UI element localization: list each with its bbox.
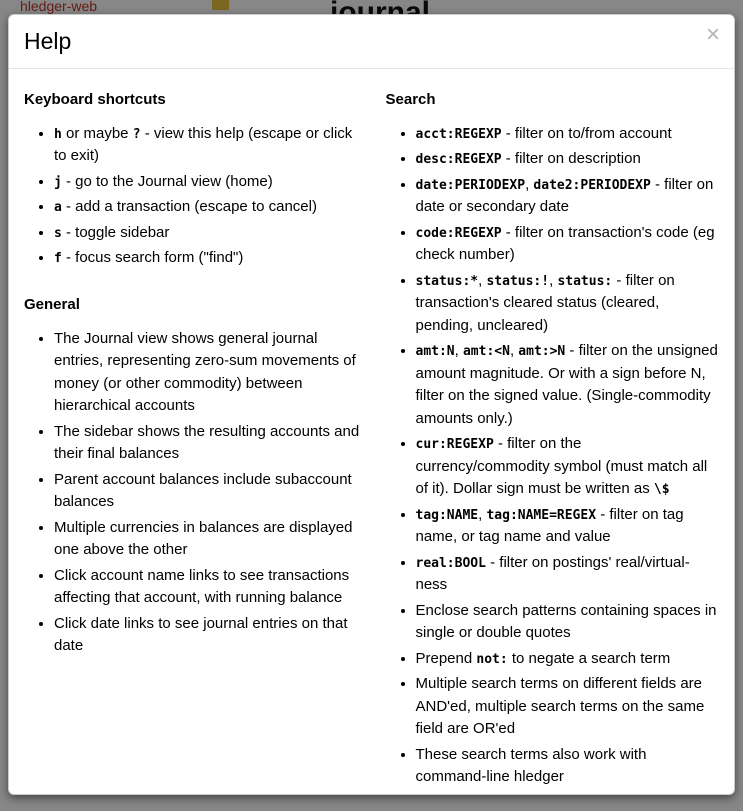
right-column	[372, 81, 720, 792]
left-column	[24, 81, 372, 792]
help-modal	[8, 14, 735, 795]
help-list-item: • These search terms also work with command-line hledger	[416, 744, 720, 789]
code-term: a	[54, 200, 62, 216]
code-term: amt:<N	[462, 344, 510, 360]
help-list-item: • s - toggle sidebar	[54, 222, 366, 245]
section-title-search: Search	[385, 90, 436, 108]
code-term: not:	[476, 651, 508, 667]
code-term: s	[54, 225, 62, 241]
help-list-item: • Multiple search terms on different fields are AND'ed, multiple search terms on the same field are OR'ed	[416, 673, 720, 741]
modal-body	[9, 69, 734, 795]
background-brand-link: hledger-web	[20, 0, 98, 14]
general-list	[24, 328, 366, 658]
search-list	[386, 123, 720, 789]
code-term: j	[54, 174, 62, 190]
help-list-item: • The sidebar shows the resulting accounts and their final balances	[54, 421, 366, 466]
code-term: status:!	[486, 273, 550, 289]
section-title-keyboard-shortcuts: Keyboard shortcuts	[24, 90, 166, 108]
close-icon[interactable]: ×	[705, 21, 720, 48]
code-term: amt:>N	[518, 344, 566, 360]
help-list-item: • date:PERIODEXP, date2:PERIODEXP - filter on date or secondary date	[416, 174, 720, 219]
code-term: h	[54, 126, 62, 142]
code-term: status:*	[415, 273, 479, 289]
code-term: tag:NAME	[415, 507, 479, 523]
help-list-item: • code:REGEXP - filter on transaction's code (eg check number)	[416, 222, 720, 267]
help-list-item: • f - focus search form ("find")	[54, 247, 366, 270]
code-term: f	[54, 251, 62, 267]
help-list-item: • The Journal view shows general journal entries, representing zero-sum movements of money (or other commodity) between hierarchical accounts	[54, 328, 366, 418]
help-list-item: • Parent account balances include subaccount balances	[54, 469, 366, 514]
help-list-item: • cur:REGEXP - filter on the currency/commodity symbol (must match all of it). Dollar sign must be written as \$	[416, 433, 720, 501]
code-term: acct:REGEXP	[415, 126, 502, 142]
modal-header	[9, 15, 734, 69]
help-list-item: • status:*, status:!, status: - filter on transaction's cleared status (cleared, pending, uncleared)	[416, 270, 720, 338]
help-list-item: • a - add a transaction (escape to cancel)	[54, 196, 366, 219]
code-term: status:	[557, 273, 613, 289]
modal-title: Help	[24, 28, 72, 54]
help-list-item: • h or maybe ? - view this help (escape or click to exit)	[54, 123, 366, 168]
help-list-item: • Enclose search patterns containing spaces in single or double quotes	[416, 600, 720, 645]
help-list-item: • Multiple currencies in balances are displayed one above the other	[54, 517, 366, 562]
code-term: desc:REGEXP	[415, 152, 502, 168]
code-term: date:PERIODEXP	[415, 177, 526, 193]
section-title-general: General	[24, 295, 80, 313]
help-list-item: • Prepend not: to negate a search term	[416, 648, 720, 671]
code-term: \$	[653, 482, 670, 498]
code-term: amt:N	[415, 344, 455, 360]
help-list-item: • acct:REGEXP - filter on to/from account	[416, 123, 720, 146]
help-list-item: • Click account name links to see transactions affecting that account, with running balance	[54, 565, 366, 610]
help-list-item: • j - go to the Journal view (home)	[54, 171, 366, 194]
help-list-item: • tag:NAME, tag:NAME=REGEX - filter on tag name, or tag name and value	[416, 504, 720, 549]
help-list-item: • desc:REGEXP - filter on description	[416, 148, 720, 171]
code-term: tag:NAME=REGEX	[486, 507, 597, 523]
code-term: cur:REGEXP	[415, 437, 494, 453]
code-term: real:BOOL	[415, 555, 486, 571]
code-term: date2:PERIODEXP	[533, 177, 651, 193]
help-list-item: • Click date links to see journal entries on that date	[54, 613, 366, 658]
code-term: ?	[132, 126, 141, 142]
help-list-item: • amt:N, amt:<N, amt:>N - filter on the unsigned amount magnitude. Or with a sign before N, filter on the signed value. (Single-commodity amounts only.)	[416, 340, 720, 430]
help-list-item: • real:BOOL - filter on postings' real/virtual-ness	[416, 552, 720, 597]
keyboard-shortcuts-list	[24, 123, 366, 270]
code-term: code:REGEXP	[415, 225, 502, 241]
